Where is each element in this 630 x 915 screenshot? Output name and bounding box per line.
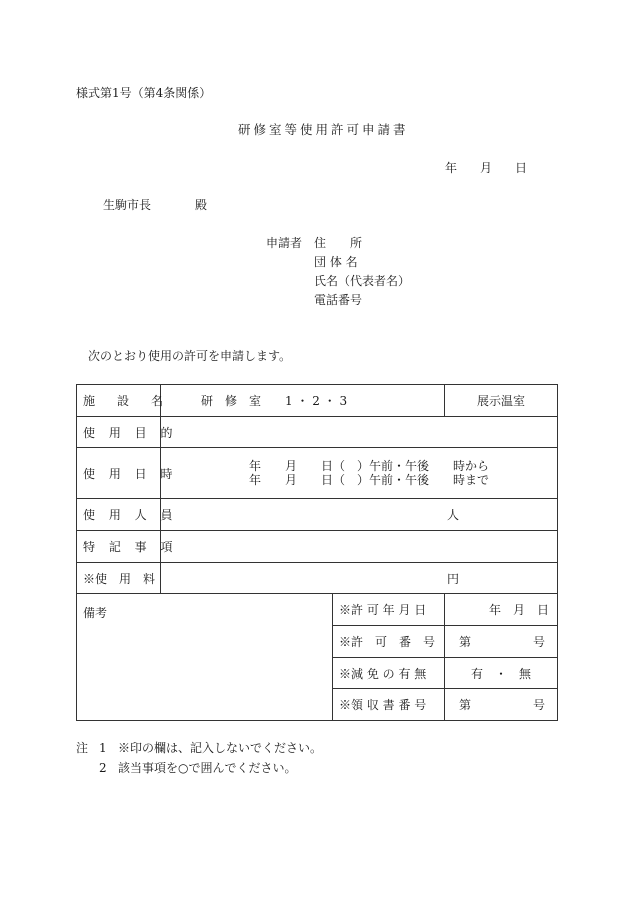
footnote-2-number: 2 [99, 761, 107, 775]
facility-rooms-text: 研 修 室 1 ・ 2 ・ 3 [201, 394, 348, 408]
facility-row [77, 385, 558, 417]
receipt-suffix: 号 [533, 698, 546, 712]
footnote-1-number: 1 [99, 741, 107, 755]
notes-row [77, 531, 558, 563]
date-day: 日 [515, 161, 528, 175]
exemption-value: 有 ・ 無 [445, 658, 558, 689]
datetime-row [77, 448, 558, 499]
facility-rooms[interactable] [161, 385, 445, 417]
purpose-row [77, 417, 558, 448]
notes-field[interactable] [161, 531, 558, 563]
people-label: 使 用 人 員 [77, 499, 161, 531]
date-year: 年 [445, 161, 458, 175]
fee-unit: 円 [447, 571, 460, 586]
date-month: 月 [480, 161, 493, 175]
form-number: 様式第1号（第4条関係） [76, 86, 212, 100]
fee-label: ※使 用 料 [77, 563, 161, 594]
applicant-name: 氏名（代表者名） [314, 274, 411, 288]
application-table [76, 384, 558, 721]
fee-field[interactable] [161, 563, 558, 594]
applicant-phone: 電話番号 [314, 293, 363, 307]
notes-label: 特 記 事 項 [77, 531, 161, 563]
purpose-label: 使 用 目 的 [77, 417, 161, 448]
remarks-cell[interactable] [77, 594, 333, 721]
remarks-label: 備考 [83, 606, 108, 620]
people-row [77, 499, 558, 531]
fee-row [77, 563, 558, 594]
receipt-value [445, 689, 558, 721]
people-unit: 人 [447, 508, 460, 522]
addressee-name: 生駒市長 [103, 198, 152, 212]
note-label: 注 [76, 741, 89, 755]
facility-greenhouse[interactable]: 展示温室 [445, 385, 558, 417]
datetime-field[interactable] [161, 448, 558, 499]
datetime-to: 年 月 日（ ）午前・午後 時まで [249, 473, 490, 487]
purpose-field[interactable] [161, 417, 558, 448]
permit-date-value: 年 月 日 [445, 594, 558, 626]
addressee-honorific: 殿 [195, 198, 208, 212]
permit-number-label: ※許 可 番 号 [333, 626, 445, 658]
permit-number-value [445, 626, 558, 658]
datetime-label: 使 用 日 時 [77, 448, 161, 499]
permit-date-label: ※許 可 年 月 日 [333, 594, 445, 626]
people-field[interactable] [161, 499, 558, 531]
exemption-label: ※減 免 の 有 無 [333, 658, 445, 689]
permit-number-suffix: 号 [533, 635, 546, 649]
receipt-prefix: 第 [459, 698, 472, 712]
footnote-1-text: ※印の欄は、記入しないでください。 [118, 741, 323, 755]
permit-date-row [77, 594, 558, 626]
applicant-group: 団 体 名 [314, 255, 358, 269]
datetime-from: 年 月 日（ ）午前・午後 時から [249, 459, 490, 473]
footnote-2-text: 該当事項を○で囲んでください。 [118, 761, 297, 775]
document-title: 研修室等使用許可申請書 [238, 122, 409, 137]
permit-number-prefix: 第 [459, 635, 472, 649]
applicant-address: 住 所 [314, 236, 363, 250]
facility-label: 施 設 名 [77, 385, 161, 417]
intro-text: 次のとおり使用の許可を申請します。 [88, 349, 292, 363]
receipt-label: ※領 収 書 番 号 [333, 689, 445, 721]
applicant-label: 申請者 [266, 236, 303, 250]
